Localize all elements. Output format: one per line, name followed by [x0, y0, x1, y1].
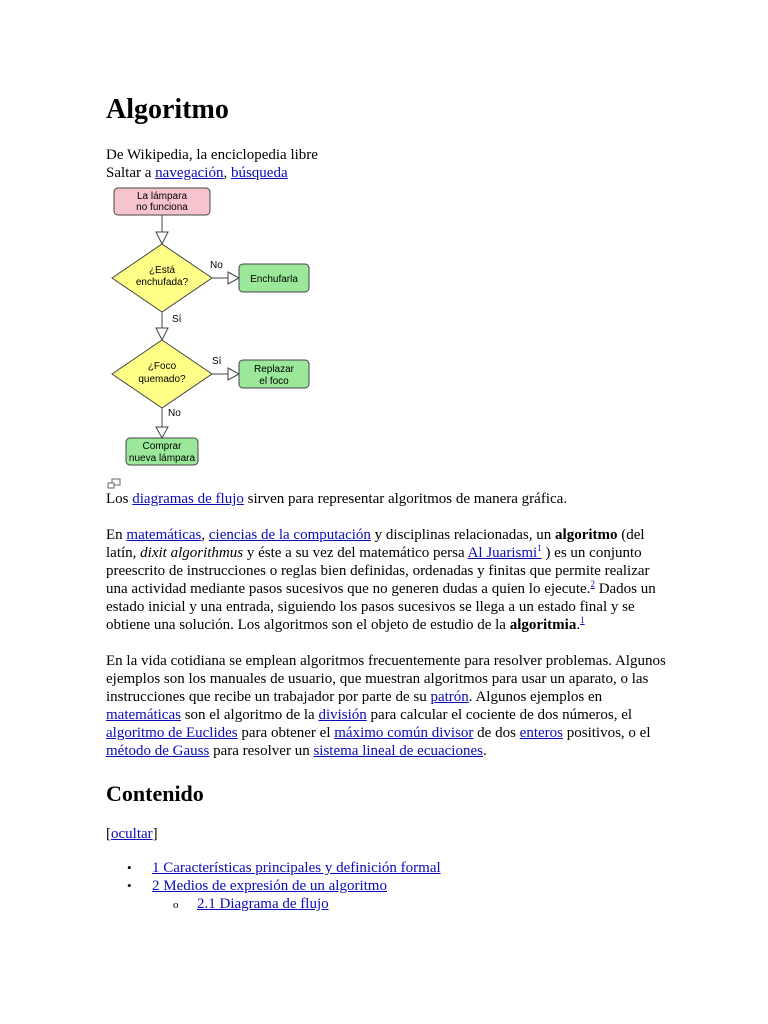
jump-prefix: Saltar a: [106, 165, 156, 181]
flow-action-replazar-line2: el foco: [259, 376, 289, 387]
link-matematicas[interactable]: matemáticas: [126, 527, 202, 543]
text: ,: [201, 527, 209, 543]
everyday-paragraph: [106, 652, 666, 760]
toc-subitem: [106, 895, 666, 913]
text: .: [482, 743, 487, 759]
flow-decision-1-line2: enchufada?: [135, 277, 189, 288]
site-tagline: De Wikipedia, la enciclopedia libre: [106, 147, 318, 163]
flow-action-replazar-line1: Replazar: [253, 364, 295, 375]
link-matematicas-2[interactable]: matemáticas: [106, 707, 181, 723]
arrowhead-icon: [156, 328, 168, 340]
toc-link-medios-expresion[interactable]: 2 Medios de expresión de un algoritmo: [152, 878, 387, 894]
flowchart-diagram[interactable]: [106, 182, 326, 472]
toc-item: [106, 859, 666, 877]
jump-search-link[interactable]: búsqueda: [230, 165, 288, 181]
link-patron[interactable]: patrón: [430, 689, 469, 705]
enlarge-icon[interactable]: [107, 478, 121, 490]
link-maximo-comun-divisor[interactable]: máximo común divisor: [334, 725, 474, 741]
site-sub: [106, 146, 706, 182]
link-algoritmo-euclides[interactable]: algoritmo de Euclides: [106, 725, 238, 741]
text: y éste a su vez del matemático persa: [243, 545, 468, 561]
text: y disciplinas relacionadas, un: [370, 527, 556, 543]
link-division[interactable]: división: [318, 707, 367, 723]
toc-list: [106, 859, 666, 913]
page-title: Algoritmo: [106, 94, 229, 125]
toc-hide-link[interactable]: ocultar: [111, 826, 153, 842]
toc-toggle: [106, 825, 158, 843]
arrowhead-icon: [156, 232, 168, 244]
bracket-open: [: [106, 826, 111, 842]
jump-to-links: [106, 164, 706, 182]
text: En la vida cotidiana se emplean algoritmos frecuentemente para resolver problemas. Algunos ejemplos son los manuales de usuario, que muestran algoritmos para usar un aparato, o las instrucciones que recibe un trabajador por parte de su: [106, 653, 666, 705]
link-al-juarismi[interactable]: [468, 545, 542, 561]
text: son el algoritmo de la: [180, 707, 319, 723]
text: ) es un conjunto preescrito de instrucciones o reglas bien definidas, ordenadas y finitas que permite realizar una actividad mediante pasos sucesivos que no generen dudas a quien lo ejecute.: [106, 545, 650, 597]
flow-decision-2-yes-label: Sí: [212, 356, 222, 367]
link-enteros[interactable]: enteros: [519, 725, 563, 741]
arrowhead-icon: [156, 427, 168, 438]
toc-link-diagrama-flujo[interactable]: 2.1 Diagrama de flujo: [197, 896, 329, 912]
arrowhead-icon: [228, 368, 239, 380]
text: para calcular el cociente de dos números, el: [366, 707, 633, 723]
text: para obtener el: [237, 725, 335, 741]
text: Dados un estado inicial y una entrada, siguiendo los pasos sucesivos se llega a un estado final y se obtiene una solución. Los algoritmos son el objeto de estudio de la: [106, 581, 656, 633]
toc-heading: Contenido: [106, 781, 204, 806]
intro-paragraph: [106, 526, 666, 634]
bullet-icon: •: [127, 860, 132, 875]
text: positivos, o el: [563, 725, 651, 741]
reference-2[interactable]: 2: [590, 579, 595, 589]
flow-action-enchufarla-label: Enchufarla: [250, 274, 298, 285]
link-diagramas-de-flujo[interactable]: diagramas de flujo: [132, 491, 244, 507]
italic-latin-term: dixit algorithmus: [140, 545, 244, 561]
flow-decision-2-line1: ¿Foco: [147, 361, 177, 372]
flow-end-line1: Comprar: [142, 441, 182, 452]
text: En: [106, 527, 127, 543]
flow-decision-1-yes-label: Sí: [172, 314, 182, 325]
jump-separator: ,: [223, 165, 231, 181]
link-text: Al Juarismi: [467, 545, 538, 561]
arrowhead-icon: [228, 272, 239, 284]
image-caption: [106, 490, 666, 508]
caption-text: sirven para representar algoritmos de manera gráfica.: [243, 491, 568, 507]
link-ciencias-computacion[interactable]: ciencias de la computación: [208, 527, 371, 543]
circle-bullet-icon: o: [173, 899, 179, 911]
text: para resolver un: [209, 743, 314, 759]
text: . Algunos ejemplos en: [468, 689, 603, 705]
link-metodo-gauss[interactable]: método de Gauss: [106, 743, 210, 759]
text: .: [576, 617, 581, 633]
reference-1[interactable]: 1: [537, 543, 542, 553]
flow-start-line2: no funciona: [136, 202, 188, 213]
flow-decision-2-line2: quemado?: [138, 374, 186, 385]
toc-link-caracteristicas[interactable]: 1 Características principales y definición formal: [152, 860, 441, 876]
flow-end-line2: nueva lámpara: [128, 453, 196, 464]
reference-1b[interactable]: 1: [580, 615, 585, 625]
flow-start-line1: La lámpara: [136, 191, 188, 202]
flow-decision-1-line1: ¿Está: [148, 265, 176, 276]
bold-term-algoritmia: algoritmia: [509, 617, 577, 633]
bracket-close: ]: [152, 826, 158, 842]
flow-decision-2-no-label: No: [168, 408, 181, 419]
bullet-icon: •: [127, 878, 132, 893]
link-sistema-lineal[interactable]: sistema lineal de ecuaciones: [313, 743, 483, 759]
bold-term-algoritmo: algoritmo: [555, 527, 618, 543]
jump-navigation-link[interactable]: navegación: [155, 165, 224, 181]
flow-decision-1-no-label: No: [210, 260, 223, 271]
text: (del latín,: [106, 527, 645, 561]
toc-item: [106, 877, 666, 895]
caption-text: Los: [106, 491, 133, 507]
text: de dos: [473, 725, 520, 741]
